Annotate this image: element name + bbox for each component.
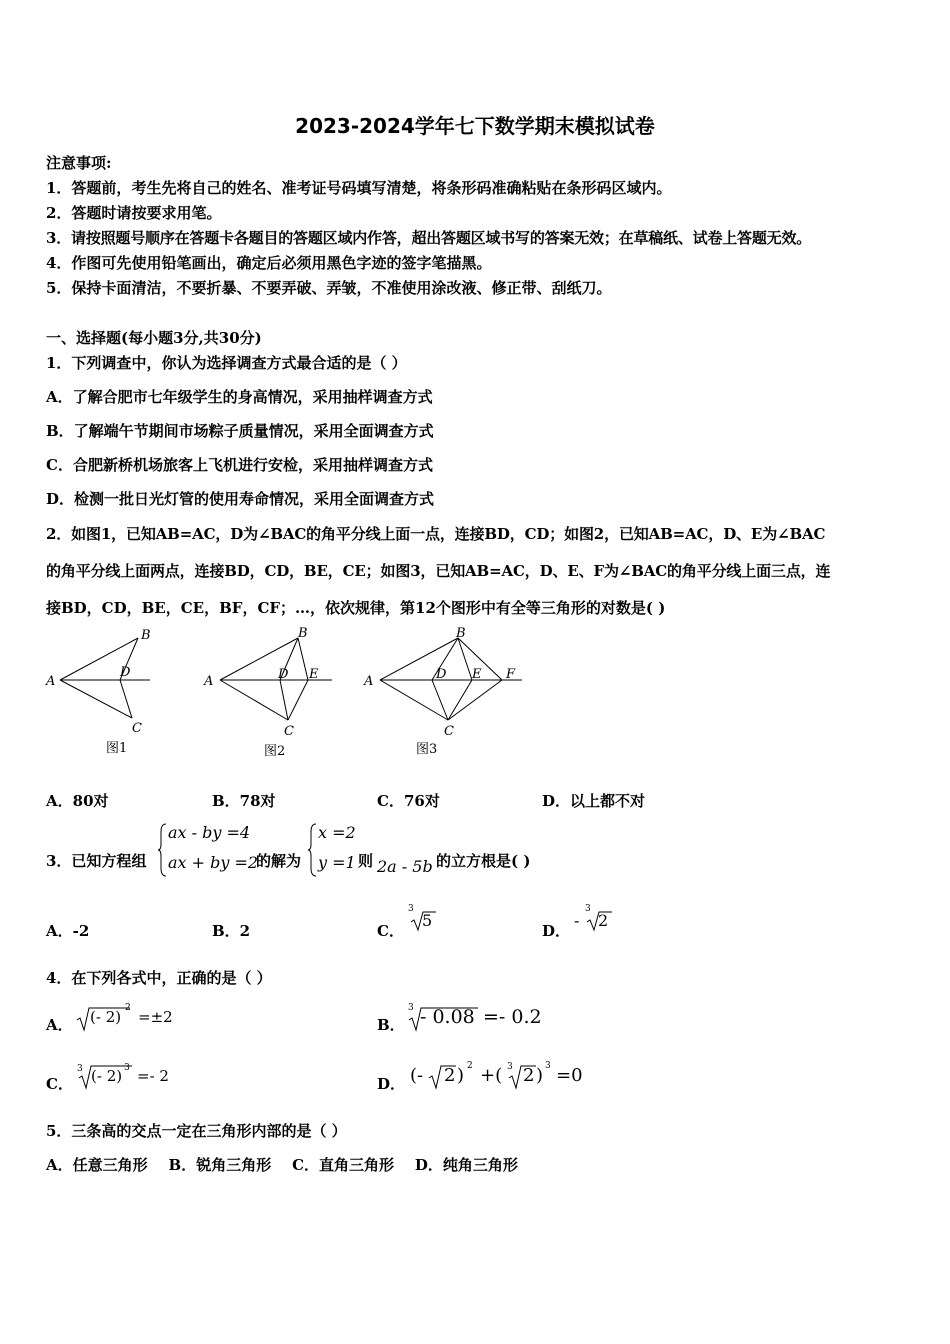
cube-root-index: 3	[77, 1064, 83, 1074]
system-brace	[158, 822, 168, 878]
figure-1	[40, 622, 170, 762]
question-2-option-a: A．80对	[46, 792, 109, 810]
question-1-option-d: D．检测一批日光灯管的使用寿命情况，采用全面调查方式	[46, 490, 435, 508]
exponent: 2	[467, 1061, 473, 1071]
radicand: - 0.08	[420, 1006, 475, 1028]
figure-2-label-e: E	[309, 667, 319, 682]
figure-1-label-c: C	[132, 721, 142, 736]
equals-value: =0	[556, 1065, 583, 1086]
question-3-option-d: D．	[542, 922, 571, 940]
question-3-suffix: 的立方根是( )	[436, 852, 531, 870]
question-1-stem: 1．下列调查中，你认为选择调查方式最合适的是（ ）	[46, 354, 407, 372]
note-item: 4．作图可先使用铅笔画出，确定后必须用黑色字迹的签字笔描黑。	[46, 254, 492, 272]
radicand: 2	[444, 1065, 456, 1086]
question-2-line-1: 2．如图1，已知AB=AC，D为∠BAC的角平分线上面一点，连接BD，CD；如图2，已知AB=AC，D、E为∠BAC	[46, 525, 826, 543]
question-3-prefix: 3．已知方程组	[46, 852, 147, 870]
question-1-option-c: C．合肥新桥机场旅客上飞机进行安检，采用抽样调查方式	[46, 456, 433, 474]
figure-3-label-e: E	[472, 667, 482, 682]
plus-paren: +(	[480, 1065, 503, 1086]
figure-2-label-b: B	[298, 626, 308, 641]
question-3-mid: 的解为	[256, 852, 302, 870]
exponent: 2	[125, 1003, 131, 1013]
figure-1-caption: 图1	[106, 741, 128, 756]
radicand: 2	[598, 911, 609, 930]
note-item: 3．请按照题号顺序在答题卡各题目的答题区域内作答，超出答题区域书写的答案无效；在草稿纸、试卷上答题无效。	[46, 229, 812, 247]
radicand: 2	[523, 1065, 535, 1086]
equals-value: =±2	[138, 1008, 173, 1026]
figure-2-label-d: D	[278, 667, 289, 682]
figure-1-label-b: B	[141, 628, 151, 643]
section-heading: 一、选择题(每小题3分,共30分)	[46, 329, 262, 347]
expression: 2a - 5b	[377, 857, 433, 876]
note-item: 2．答题时请按要求用笔。	[46, 204, 222, 222]
figure-3-label-a: A	[364, 674, 374, 689]
note-item: 5．保持卡面清洁，不要折暴、不要弄破、弄皱，不准使用涂改液、修正带、刮纸刀。	[46, 279, 612, 297]
question-4-stem: 4．在下列各式中，正确的是（ ）	[46, 969, 272, 987]
cube-root-index: 3	[408, 1003, 414, 1013]
question-2-option-d: D．以上都不对	[542, 792, 646, 810]
notes-heading: 注意事项:	[46, 154, 112, 172]
figure-2-label-c: C	[284, 724, 294, 739]
figure-2-label-a: A	[204, 674, 214, 689]
cube-root-index: 3	[408, 904, 414, 914]
figure-3-caption: 图3	[416, 742, 438, 757]
equation-2: ax + by =2	[168, 853, 259, 872]
radicand: (- 2)	[91, 1067, 123, 1085]
question-2-option-b: B．78对	[212, 792, 276, 810]
question-5-options: A．任意三角形 B．锐角三角形 C．直角三角形 D．纯角三角形	[46, 1156, 518, 1174]
question-4-option-a: A．	[46, 1016, 73, 1034]
question-1-option-a: A．了解合肥市七年级学生的身高情况，采用抽样调查方式	[46, 388, 433, 406]
figure-3-label-f: F	[506, 667, 516, 682]
question-2-line-2: 的角平分线上面两点，连接BD，CD，BE，CE；如图3，已知AB=AC，D、E、F为∠BAC的角平分线上面三点，连	[46, 562, 831, 580]
cube-root-index: 3	[585, 904, 591, 914]
equation-1: ax - by =4	[168, 823, 251, 842]
figure-1-label-d: D	[120, 665, 131, 680]
figure-2-caption: 图2	[264, 744, 286, 759]
question-3-then: 则	[358, 852, 374, 870]
close-paren: )	[536, 1065, 544, 1086]
question-4-option-c: C．	[46, 1075, 73, 1093]
solution-brace	[308, 822, 318, 878]
exponent: 3	[545, 1061, 551, 1071]
figure-3	[360, 622, 530, 762]
minus-sign: -	[574, 911, 580, 930]
page-title: 2023-2024学年七下数学期末模拟试卷	[295, 114, 655, 138]
radicand: 5	[422, 911, 433, 930]
figure-3-label-d: D	[436, 667, 447, 682]
question-5-stem: 5．三条高的交点一定在三角形内部的是（ ）	[46, 1122, 347, 1140]
solution-2: y =1	[318, 853, 356, 872]
figure-2	[200, 622, 340, 762]
solution-1: x =2	[318, 823, 356, 842]
exponent: 3	[124, 1063, 130, 1073]
note-item: 1．答题前，考生先将自己的姓名、准考证号码填写清楚，将条形码准确粘贴在条形码区域内。	[46, 179, 672, 197]
question-1-option-b: B．了解端午节期间市场粽子质量情况，采用全面调查方式	[46, 422, 434, 440]
question-3-option-b: B．2	[212, 922, 251, 940]
question-4-option-d: D．	[377, 1075, 406, 1093]
question-3-option-a: A．-2	[46, 922, 90, 940]
equals-value: =- 0.2	[483, 1006, 542, 1028]
question-2-option-c: C．76对	[377, 792, 440, 810]
figure-3-label-c: C	[444, 724, 454, 739]
figure-3-label-b: B	[456, 626, 466, 641]
question-3-option-c: C．	[377, 922, 404, 940]
cube-root-index: 3	[507, 1062, 513, 1072]
question-4-option-b: B．	[377, 1016, 405, 1034]
radicand: (- 2)	[90, 1008, 122, 1026]
equals-value: =- 2	[137, 1067, 169, 1085]
figure-1-label-a: A	[46, 674, 56, 689]
open-paren: (-	[410, 1065, 424, 1086]
close-paren: )	[457, 1065, 465, 1086]
question-2-line-3: 接BD，CD，BE，CE，BF，CF；…，依次规律，第12个图形中有全等三角形的对数是( )	[46, 599, 666, 617]
